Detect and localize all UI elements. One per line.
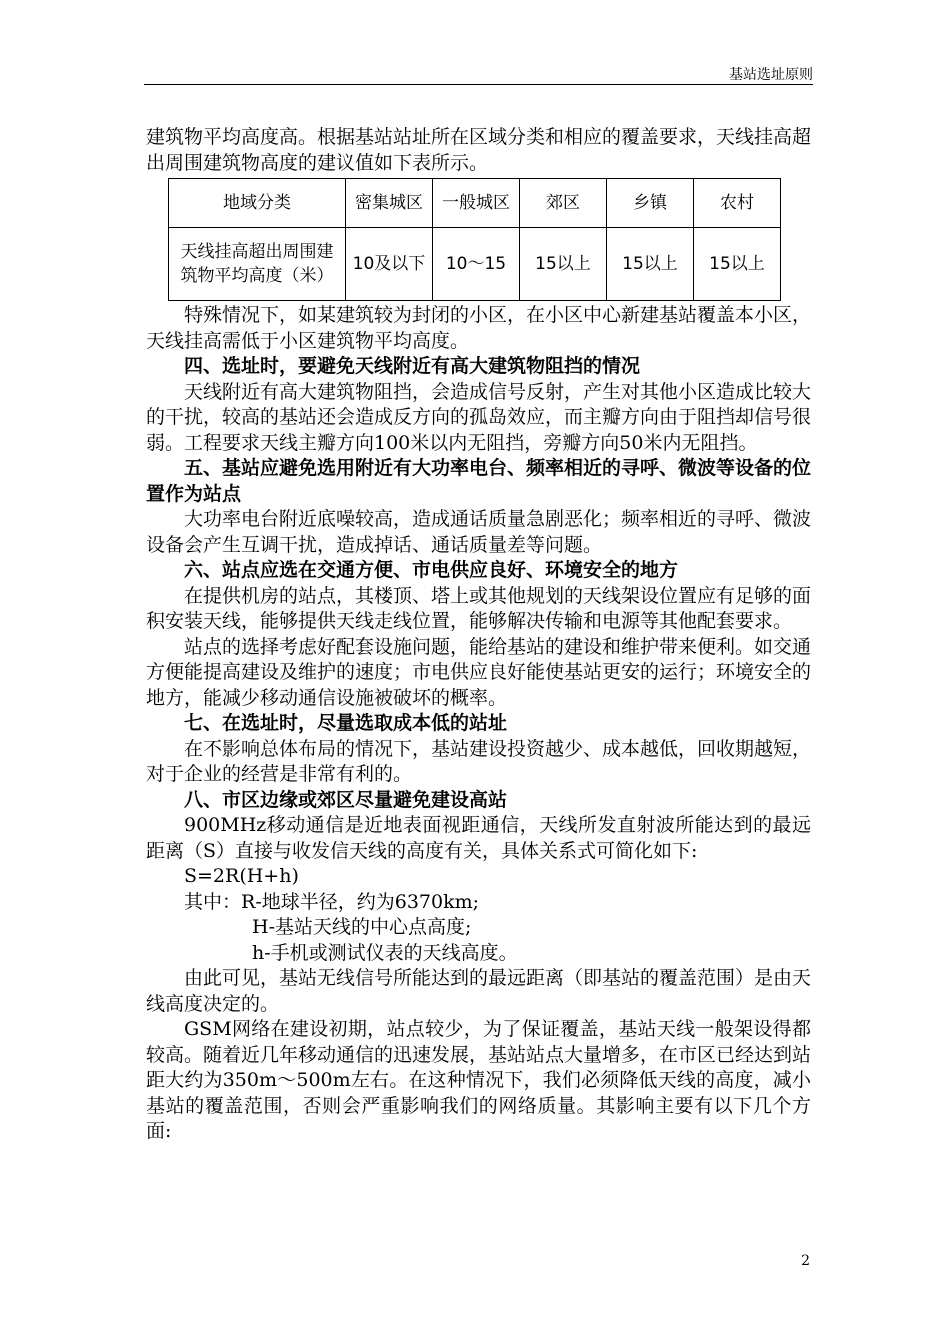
special-case-paragraph: 特殊情况下，如某建筑较为封闭的小区，在小区中心新建基站覆盖本小区，天线挂高需低于小区建筑物平均高度。 (146, 304, 812, 352)
section-8-heading: 八、市区边缘或郊区尽量避免建设高站 (184, 788, 508, 811)
section-8-body-1: 900MHz移动通信是近地表面视距通信，天线所发直射波所能达到的最远距离（S）直接与收发信天线的高度有关，具体关系式可简化如下: (146, 814, 811, 862)
table-header-cell: 密集城区 (346, 179, 433, 228)
formula-where-line (146, 890, 811, 916)
table-header-cell: 农村 (694, 179, 781, 228)
where-h-definition: h-手机或测试仪表的天线高度。 (252, 941, 518, 964)
document-body (146, 125, 811, 1145)
table-cell: 15以上 (520, 228, 607, 301)
table-header-cell: 地域分类 (169, 179, 346, 228)
page-number: 2 (801, 1253, 810, 1269)
range-formula: S=2R(H+h) (184, 865, 299, 887)
table-cell: 10及以下 (346, 228, 433, 301)
section-7-heading: 七、在选址时，尽量选取成本低的站址 (184, 712, 508, 734)
section-4-heading: 四、选址时，要避免天线附近有高大建筑物阻挡的情况 (184, 355, 641, 377)
table-cell: 10～15 (433, 228, 520, 301)
section-6-heading: 六、站点应选在交通方便、市电供应良好、环境安全的地方 (184, 559, 679, 581)
table-header-cell: 郊区 (520, 179, 607, 228)
section-6-body-1: 在提供机房的站点，其楼顶、塔上或其他规划的天线架设位置应有足够的面积安装天线，能够提供天线走线位置，能够解决传输和电源等其他配套要求。 (146, 584, 812, 632)
section-8-body-3: GSM网络在建设初期，站点较少，为了保证覆盖，基站天线一般架设得都较高。随着近几年移动通信的迅速发展，基站站点大量增多，在市区已经达到站距大约为350m～500m左右。在这种情况下，我们必须降低天线的高度，减小基站的覆盖范围，否则会严重影响我们的网络质量。其影响主要有以下几个方面: (146, 1018, 812, 1142)
section-6-body-2: 站点的选择考虑好配套设施问题，能给基站的建设和维护带来便利。如交通方便能提高建设及维护的速度；市电供应良好能使基站更安的运行；环境安全的地方，能减少移动通信设施被破坏的概率。 (146, 635, 812, 709)
table-header-cell: 乡镇 (607, 179, 694, 228)
section-5-body: 大功率电台附近底噪较高，造成通话质量急剧恶化；频率相近的寻呼、微波设备会产生互调干扰，造成掉话、通话质量差等问题。 (146, 508, 812, 556)
header-rule (144, 84, 813, 85)
table-cell: 15以上 (694, 228, 781, 301)
section-4-body: 天线附近有高大建筑物阻挡，会造成信号反射，产生对其他小区造成比较大的干扰，较高的基站还会造成反方向的孤岛效应，而主瓣方向由于阻挡却信号很弱。工程要求天线主瓣方向100米以内无阻挡，旁瓣方向50米内无阻挡。 (146, 380, 812, 454)
table-header-cell: 一般城区 (433, 179, 520, 228)
section-5-heading: 五、基站应避免选用附近有大功率电台、频率相近的寻呼、微波等设备的位置作为站点 (146, 457, 812, 505)
where-r-definition: R-地球半径，约为6370km; (241, 890, 480, 913)
table-cell: 15以上 (607, 228, 694, 301)
where-prefix: 其中： (184, 890, 242, 913)
table-row-label: 天线挂高超出周围建筑物平均高度（米） (169, 228, 346, 301)
running-header: 基站选址原则 (729, 67, 813, 83)
antenna-height-table (168, 178, 781, 301)
where-H-definition: H-基站天线的中心点高度; (252, 916, 472, 938)
section-8-body-2: 由此可见，基站无线信号所能达到的最远距离（即基站的覆盖范围）是由天线高度决定的。 (146, 967, 812, 1015)
section-7-body: 在不影响总体布局的情况下，基站建设投资越少、成本越低，回收期越短，对于企业的经营是非常有利的。 (146, 737, 812, 785)
intro-paragraph: 建筑物平均高度高。根据基站站址所在区域分类和相应的覆盖要求，天线挂高超出周围建筑物高度的建议值如下表所示。 (146, 126, 812, 174)
table-row (169, 228, 781, 301)
table-header-row (169, 179, 781, 228)
